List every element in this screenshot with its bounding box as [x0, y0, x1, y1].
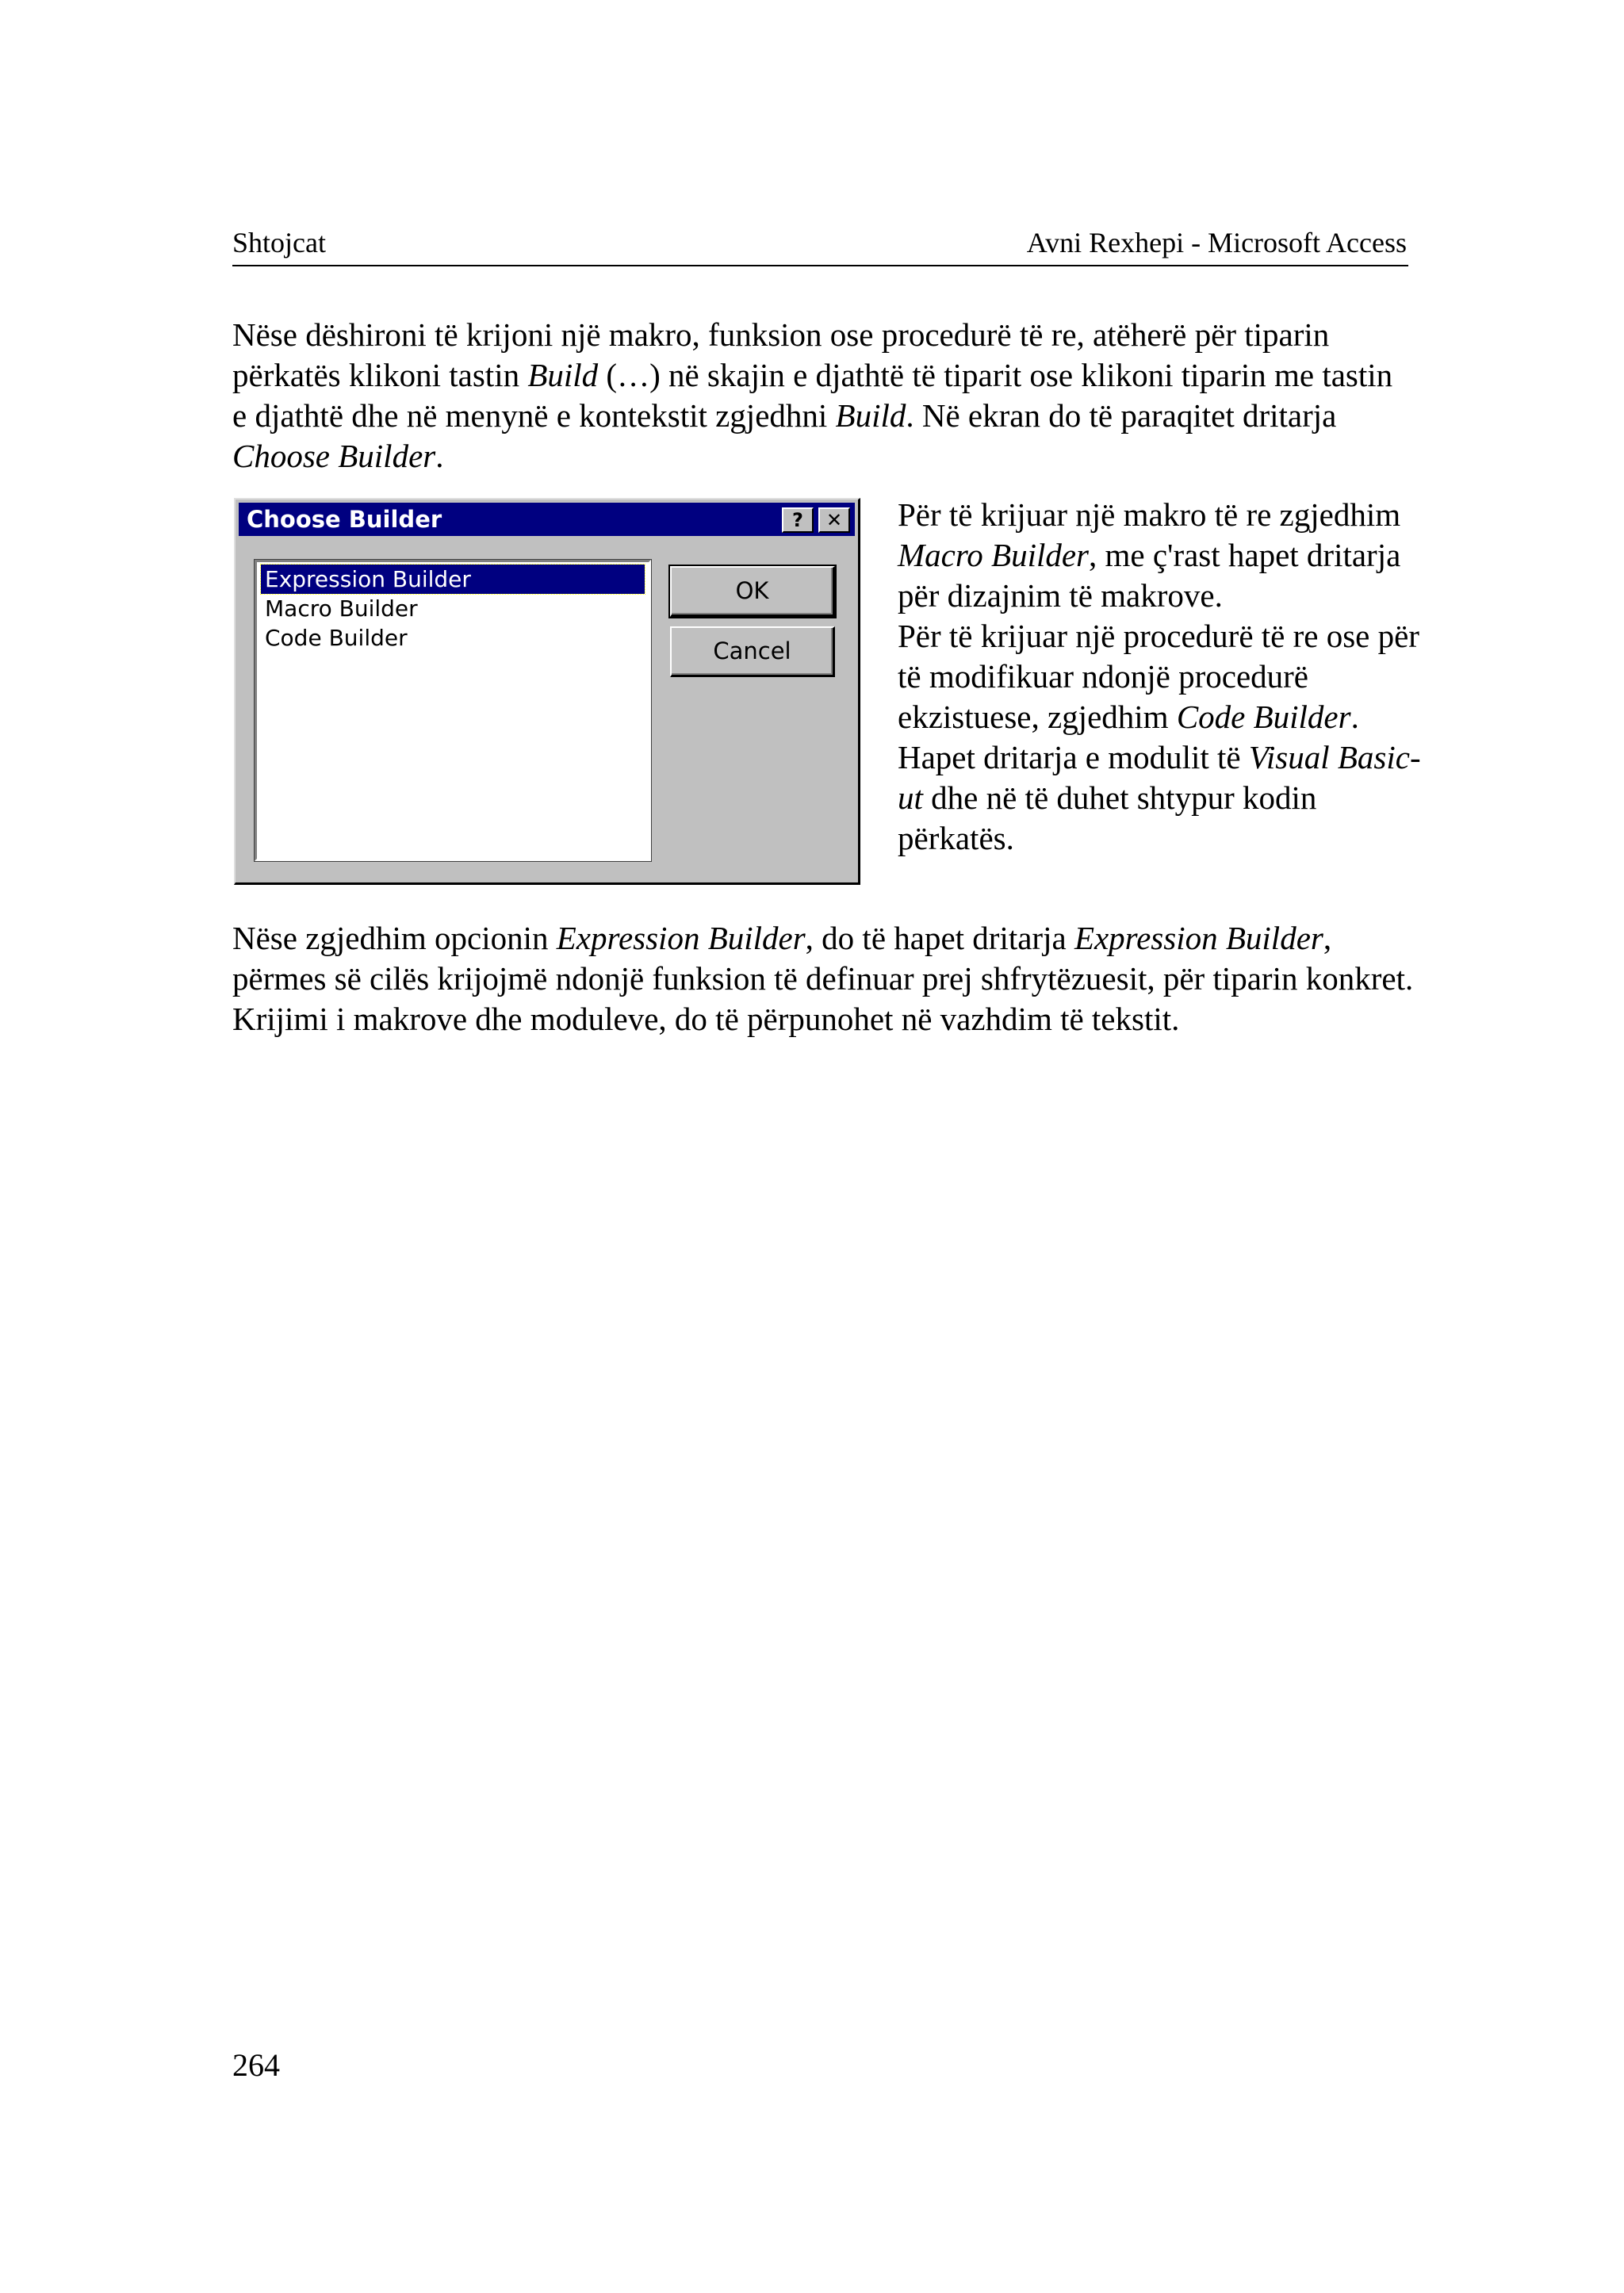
side-paragraph-1	[898, 495, 1429, 616]
intro-paragraph	[232, 315, 1414, 477]
side-text-2a: Për të krijuar një procedurë të re ose për të modifikuar ndonjë procedurë ekzistuese, zgjedhim	[898, 618, 1419, 735]
intro-build-term-1: Build	[527, 357, 599, 393]
dialog-titlebar[interactable]	[239, 503, 855, 536]
builder-listbox[interactable]	[255, 560, 651, 861]
intro-text-1: Nëse dëshironi të krijoni një makro, funksion ose procedurë të re, atëherë për tiparin përkatës klikoni tastin	[232, 316, 1330, 393]
side-macro-builder-term: Macro Builder	[898, 537, 1090, 573]
help-icon[interactable]: ?	[782, 507, 814, 533]
intro-text-2: (…) në skajin e djathtë të tiparit ose klikoni tiparin me tastin e djathtë dhe në menynë e kontekstit zgjedhni	[232, 357, 1393, 434]
side-text-1a: Për të krijuar një makro të re zgjedhim	[898, 496, 1401, 533]
side-text-1b: , me ç'rast hapet dritarja për dizajnim të makrove.	[898, 537, 1401, 614]
bottom-paragraph-2: Krijimi i makrove dhe moduleve, do të përpunohet në vazhdim të tekstit.	[232, 1001, 1180, 1037]
intro-build-term-2: Build	[835, 397, 906, 434]
cancel-button[interactable]: Cancel	[670, 626, 835, 677]
side-code-builder-term: Code Builder	[1176, 699, 1351, 735]
bottom-text-1c: , përmes së cilës krijojmë ndonjë funksion të definuar prej shfrytëzuesit, për tiparin konkret.	[232, 920, 1414, 997]
list-item-expression-builder[interactable]: Expression Builder	[261, 565, 645, 594]
side-text-2c: dhe në të duhet shtypur kodin përkatës.	[898, 779, 1317, 856]
header-section-title: Shtojcat	[232, 227, 326, 258]
bottom-expression-builder-term-2: Expression Builder	[1074, 920, 1323, 956]
ok-button[interactable]: OK	[670, 566, 835, 617]
page-number: 264	[232, 2047, 280, 2083]
header-book-title: Avni Rexhepi - Microsoft Access	[1026, 227, 1407, 258]
intro-text-4: .	[435, 438, 444, 474]
dialog-title: Choose Builder	[247, 506, 442, 533]
bottom-expression-builder-term-1: Expression Builder	[556, 920, 806, 956]
bottom-paragraph-1	[232, 918, 1422, 999]
side-paragraph-2	[898, 616, 1429, 859]
bottom-paragraphs	[232, 918, 1422, 1039]
side-paragraphs	[898, 495, 1429, 859]
side-visual-basic-term: Visual Basic-ut	[898, 739, 1421, 816]
intro-choose-builder-term: Choose Builder	[232, 438, 436, 474]
choose-builder-dialog	[234, 498, 860, 885]
side-text-2b: . Hapet dritarja e modulit të	[898, 699, 1359, 775]
intro-text-3: . Në ekran do të paraqitet dritarja	[906, 397, 1337, 434]
list-item-macro-builder[interactable]: Macro Builder	[265, 595, 418, 622]
bottom-text-1b: , do të hapet dritarja	[805, 920, 1074, 956]
bottom-text-1a: Nëse zgjedhim opcionin	[232, 920, 557, 956]
close-icon[interactable]: ✕	[818, 507, 850, 533]
list-item-code-builder[interactable]: Code Builder	[265, 625, 408, 651]
page-header	[232, 225, 1408, 266]
